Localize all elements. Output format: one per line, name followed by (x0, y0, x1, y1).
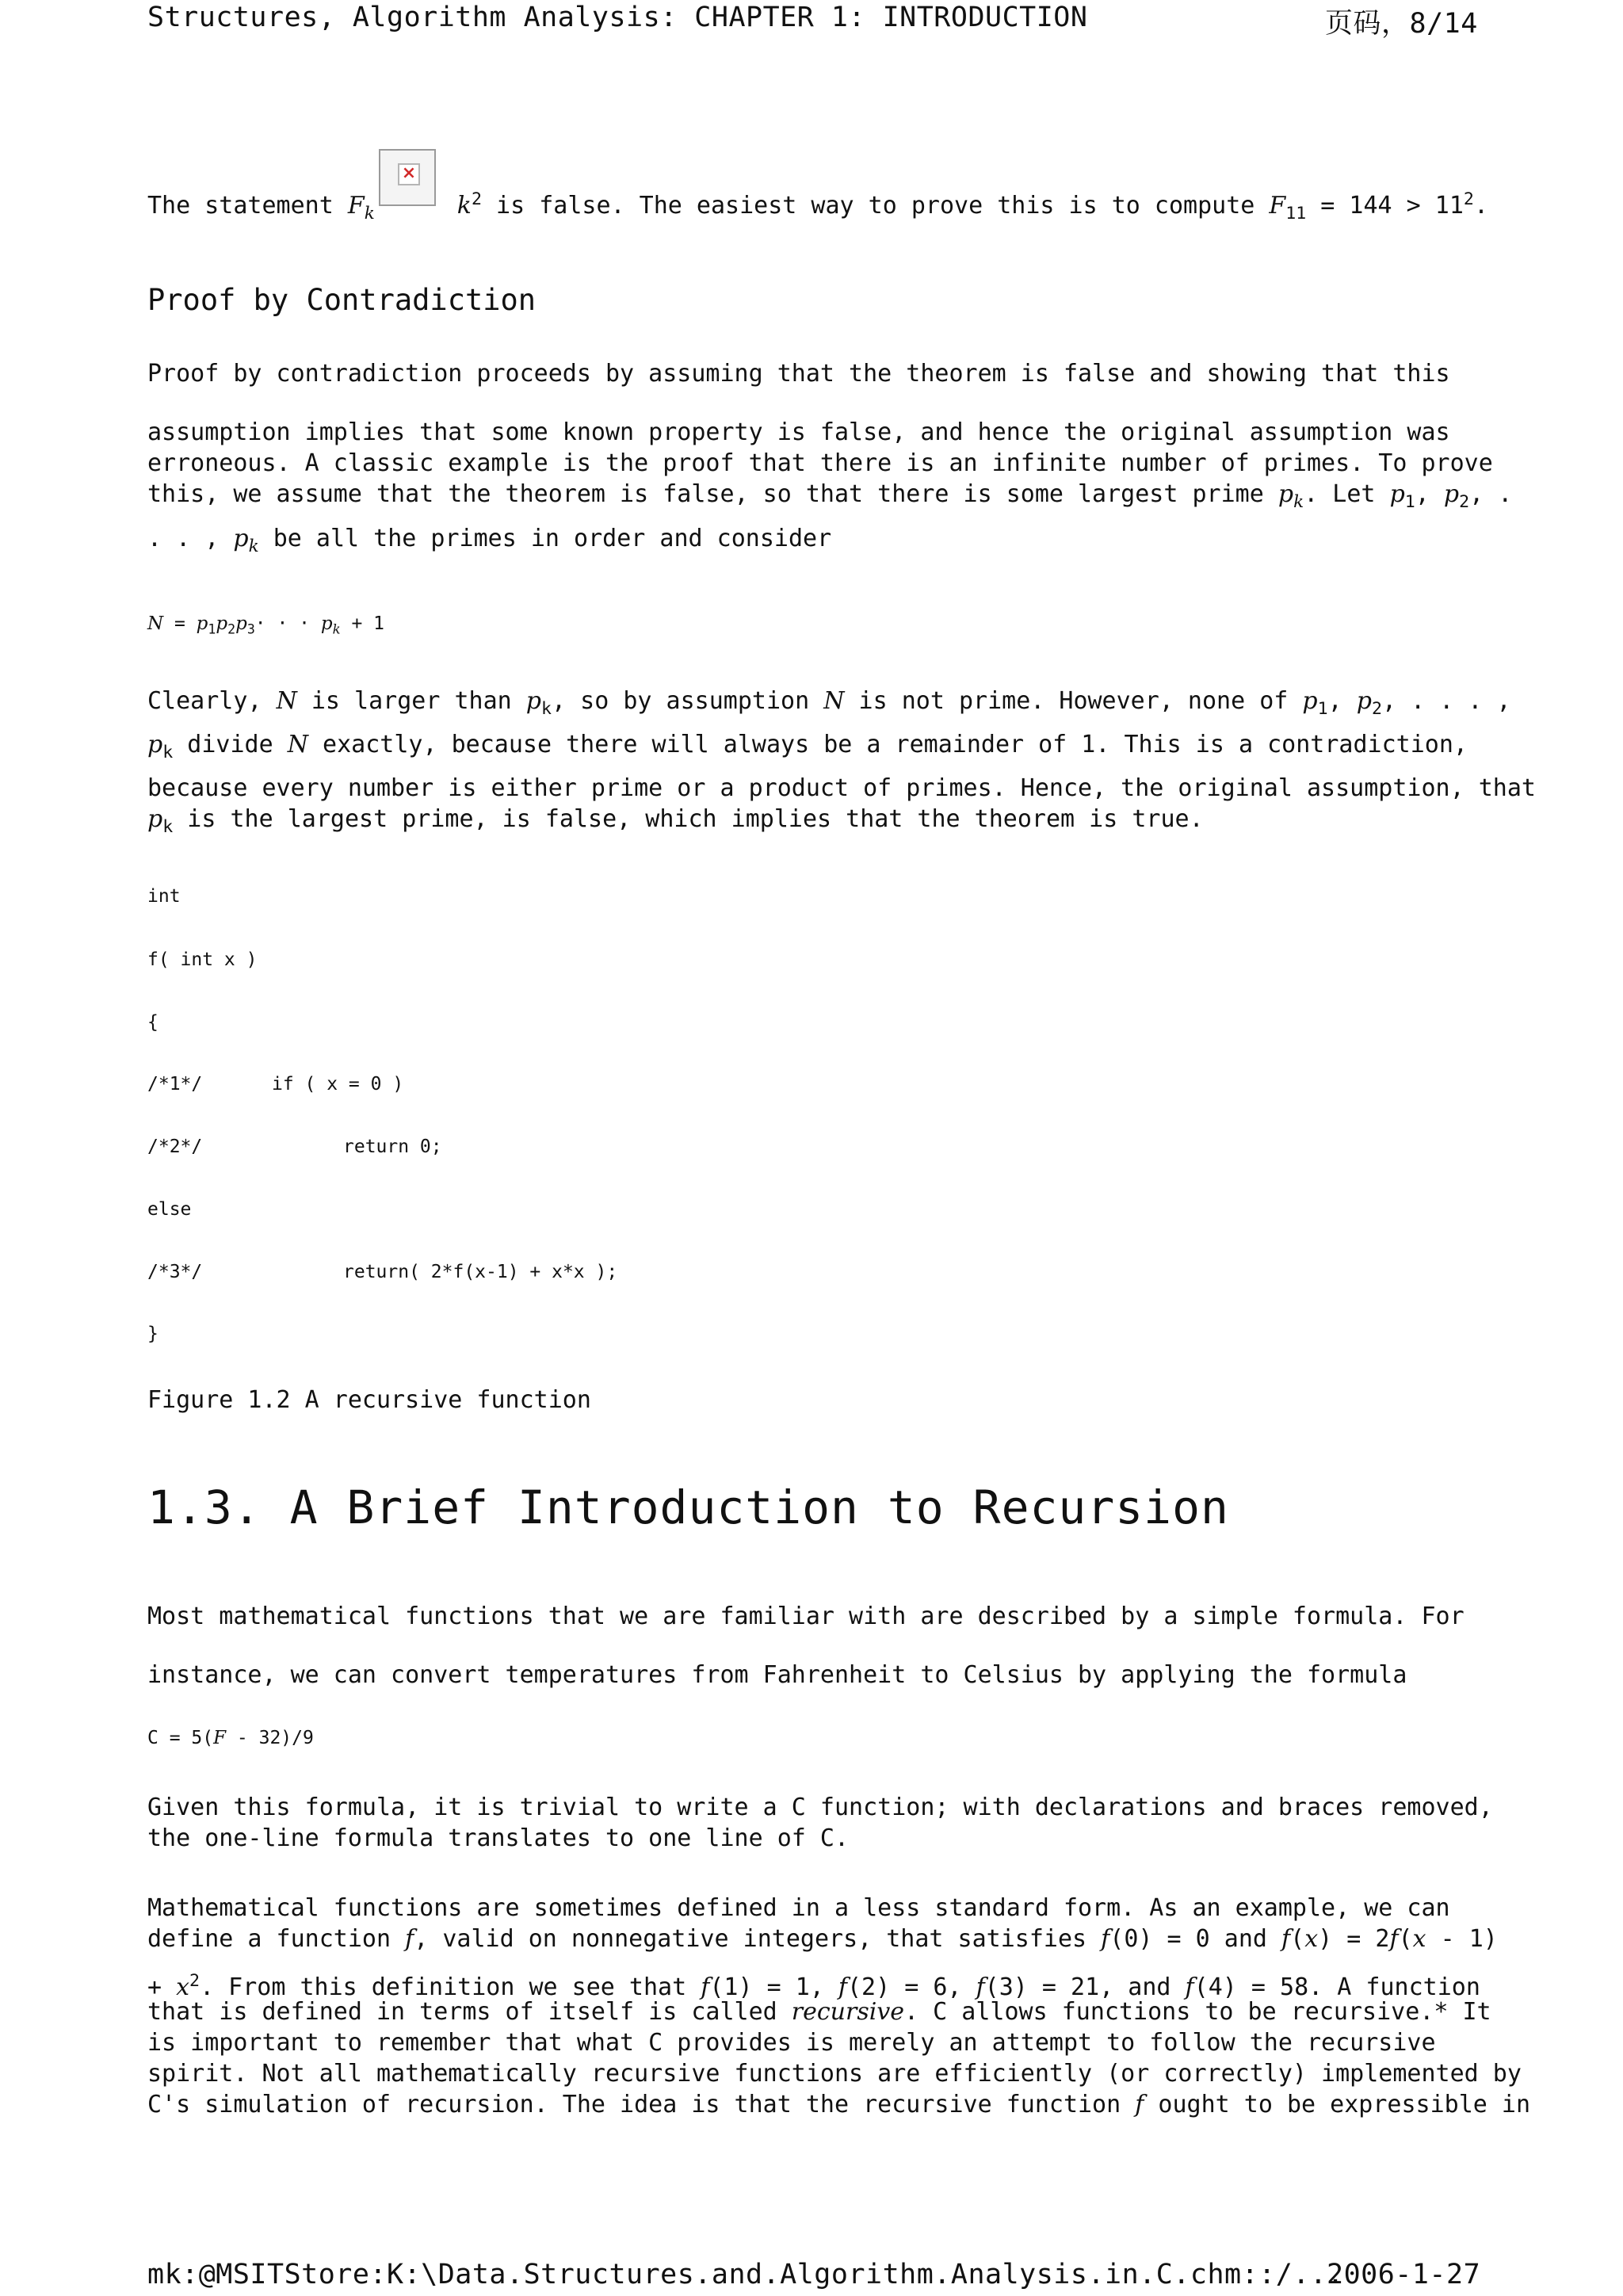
emphasis-text: recursive (791, 1998, 905, 2026)
math-sup: 2 (189, 1971, 200, 1991)
math-var: p (233, 525, 249, 552)
statement-text: The statement (147, 192, 348, 220)
math-sup: 2 (471, 189, 482, 209)
math-sub: k (248, 537, 259, 556)
proof-line: assumption implies that some known property is false, and hence the original assumption was (147, 418, 1450, 446)
math-var: k (456, 192, 472, 220)
code-line: int (147, 886, 181, 907)
math-sub: k (541, 699, 552, 719)
text: define a function (147, 1925, 406, 1953)
math-var: p (235, 613, 247, 634)
text: , . (1469, 480, 1513, 508)
math-var: f (1281, 1925, 1291, 1953)
math-var: x (176, 1973, 190, 2001)
math-var: p (147, 731, 163, 758)
math-sub: 2 (227, 621, 236, 637)
code-line: if ( x = 0 ) (272, 1074, 404, 1095)
math-var: p (1389, 480, 1405, 508)
proof-heading: Proof by Contradiction (147, 283, 537, 317)
proof-line: erroneous. A classic example is the proof that there is an infinite number of primes. To prove (147, 449, 1493, 477)
text: + (147, 1973, 177, 2001)
page-header-title: Structures, Algorithm Analysis: CHAPTER 1: INTRODUCTION (147, 2, 1088, 33)
math-var: p (216, 613, 228, 634)
recursion-line: the one-line formula translates to one line of C. (147, 1824, 850, 1852)
math-var: p (147, 805, 163, 833)
math-sub: k (332, 621, 341, 637)
text: (1) = 1, (709, 1973, 838, 2001)
text: . . , (147, 525, 234, 552)
math-var: f (1389, 1925, 1399, 1953)
code-line-label: /*1*/ (147, 1074, 203, 1095)
math-var: p (525, 687, 542, 715)
code-line-label: /*2*/ (147, 1137, 203, 1157)
text: , (1415, 480, 1444, 508)
math-sub: k (162, 817, 174, 837)
recursion-line (147, 2089, 1530, 2120)
math-var: p (1356, 687, 1372, 715)
text: + 1 (340, 613, 385, 634)
math-var: F (1269, 192, 1286, 220)
text: (2) = 6, (847, 1973, 976, 2001)
math-var: N (147, 613, 164, 634)
math-var: f (405, 1925, 414, 1953)
math-var: f (1101, 1925, 1110, 1953)
text: Clearly, (147, 687, 277, 715)
text: , . . . , (1382, 687, 1511, 715)
page-footer-url: mk:@MSITStore:K:\Data.Structures.and.Algorithm.Analysis.in.C.chm::/... (147, 2259, 1345, 2290)
page-header-page-number: 页码，8/14 (1325, 8, 1478, 40)
proof-line (147, 523, 831, 562)
section-heading: 1.3. A Brief Introduction to Recursion (147, 1480, 1229, 1534)
text: (0) = 0 and (1109, 1925, 1282, 1953)
recursion-line: instance, we can convert temperatures from Fahrenheit to Celsius by applying the formula (147, 1661, 1407, 1689)
text: C = 5( (147, 1728, 214, 1748)
text: is larger than (296, 687, 526, 715)
text: . Let (1304, 480, 1390, 508)
code-line: f( int x ) (147, 949, 258, 970)
code-line: return 0; (343, 1137, 442, 1157)
text: is not prime. However, none of (844, 687, 1303, 715)
recursion-line: Most mathematical functions that we are familiar with are described by a simple formula. For (147, 1603, 1465, 1630)
code-line-label: /*3*/ (147, 1262, 203, 1282)
text: divide (173, 731, 288, 758)
math-var: p (1443, 480, 1460, 508)
text: - 1) (1426, 1925, 1498, 1953)
math-var: F (213, 1728, 227, 1748)
math-sub: 1 (208, 621, 216, 637)
clearly-line: because every number is either prime or a product of primes. Hence, the original assumption, that (147, 774, 1536, 802)
math-var: N (287, 731, 308, 758)
math-sub: k (364, 204, 375, 223)
statement-text: . (1473, 192, 1488, 220)
math-sub: 2 (1459, 492, 1470, 512)
math-var: f (838, 1973, 847, 2001)
math-var: p (1277, 480, 1294, 508)
math-var: N (276, 687, 297, 715)
math-var: p (1302, 687, 1318, 715)
code-line: return( 2*f(x-1) + x*x ); (343, 1262, 618, 1282)
text: , (1327, 687, 1357, 715)
clearly-line (147, 686, 1511, 724)
math-var: f (1185, 1973, 1194, 2001)
math-sub: 11 (1285, 204, 1307, 223)
code-line: } (147, 1324, 158, 1344)
text: ought to be expressible in (1144, 2091, 1531, 2118)
formula-celsius (147, 1728, 314, 1748)
text: , valid on nonnegative integers, that satisfies (414, 1925, 1102, 1953)
text: = (163, 613, 197, 634)
math-var: N (823, 687, 845, 715)
statement-text: = 144 > 11 (1306, 192, 1464, 220)
recursion-line (147, 1996, 1491, 2027)
proof-line: Proof by contradiction proceeds by assuming that the theorem is false and showing that this (147, 360, 1450, 388)
text: be all the primes in order and consider (258, 525, 832, 552)
clearly-line (147, 804, 1204, 842)
text: ) = 2 (1318, 1925, 1390, 1953)
recursion-line: Mathematical functions are sometimes defined in a less standard form. As an example, we can (147, 1894, 1450, 1922)
formula-n (147, 613, 384, 637)
page-footer-date: 2006-1-27 (1327, 2259, 1481, 2290)
text: , so by assumption (552, 687, 824, 715)
recursion-line: is important to remember that what C provides is merely an attempt to follow the recursive (147, 2029, 1436, 2057)
clearly-line (147, 729, 1468, 768)
broken-image-icon: × (379, 149, 436, 206)
proof-line (147, 479, 1512, 518)
math-sub: 1 (1404, 492, 1415, 512)
math-var: f (1135, 2091, 1144, 2118)
math-sub: 1 (1317, 699, 1328, 719)
text: this, we assume that the theorem is false, so that there is some largest prime (147, 480, 1278, 508)
text: - 32)/9 (226, 1728, 314, 1748)
math-sub: 2 (1372, 699, 1383, 719)
text: C's simulation of recursion. The idea is that the recursive function (147, 2091, 1136, 2118)
text: that is defined in terms of itself is called (147, 1998, 792, 2026)
text: ( (1398, 1925, 1413, 1953)
math-var: x (1304, 1925, 1319, 1953)
code-line: else (147, 1199, 192, 1220)
math-var: p (196, 613, 208, 634)
recursion-line (147, 1924, 1498, 1954)
code-line: { (147, 1012, 158, 1033)
math-var: p (320, 613, 333, 634)
math-var: f (976, 1973, 985, 2001)
text: . From this definition we see that (200, 1973, 701, 2001)
math-var: x (1412, 1925, 1426, 1953)
text: (3) = 21, and (984, 1973, 1186, 2001)
text: ( (1290, 1925, 1305, 1953)
text: (4) = 58. A function (1193, 1973, 1480, 2001)
math-sub: 3 (246, 621, 255, 637)
math-sup: 2 (1463, 189, 1474, 209)
statement-line (147, 184, 1488, 229)
figure-caption: Figure 1.2 A recursive function (147, 1386, 591, 1414)
math-sub: k (1293, 492, 1304, 512)
text: · · · (254, 613, 321, 634)
statement-text: is false. The easiest way to prove this is to compute (482, 192, 1270, 220)
math-var: f (701, 1973, 710, 2001)
recursion-line: Given this formula, it is trivial to write a C function; with declarations and braces removed, (147, 1794, 1493, 1821)
text: is the largest prime, is false, which implies that the theorem is true. (173, 805, 1204, 833)
text: . C allows functions to be recursive.* It (904, 1998, 1491, 2026)
text: exactly, because there will always be a remainder of 1. This is a contradiction, (307, 731, 1468, 758)
math-sub: k (162, 743, 174, 762)
recursion-line: spirit. Not all mathematically recursive functions are efficiently (or correctly) implemented by (147, 2060, 1522, 2088)
math-var: F (347, 192, 365, 220)
